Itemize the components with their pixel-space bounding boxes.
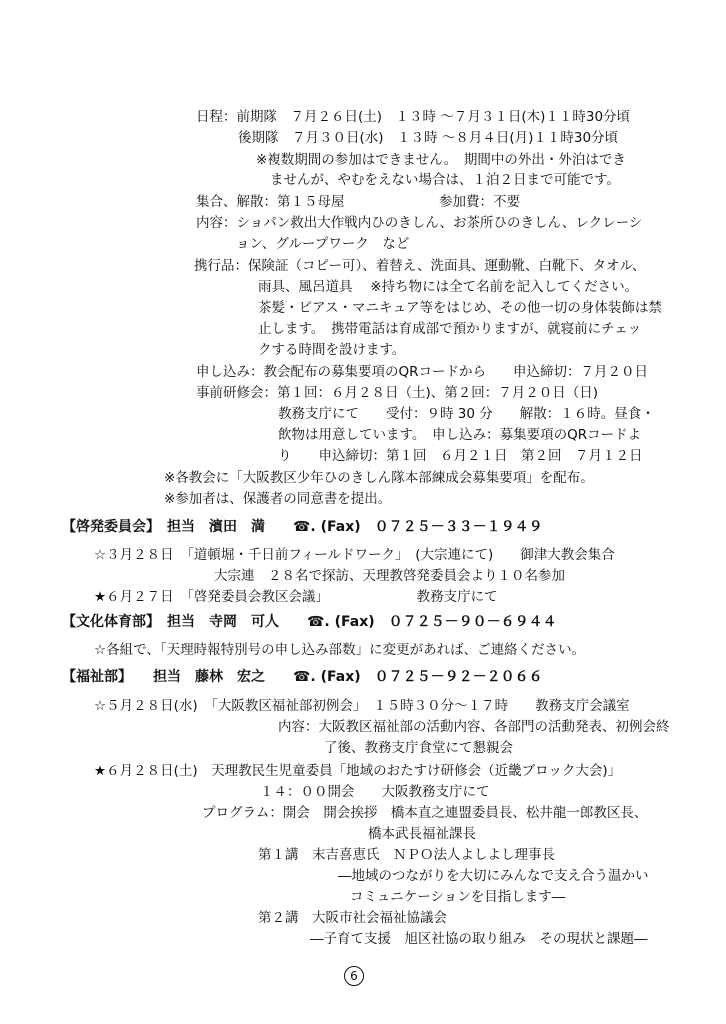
- training-line: 事前研修会：第１回：６月２８日（土)、第２回：７月２０日（日): [196, 385, 599, 401]
- fukushi-item: ★６月２８日(土) 天理教民生児童委員「地域のおたすけ研修会（近畿ブロック大会)」: [94, 763, 622, 779]
- items-line: クする時間を設けます。: [258, 342, 406, 358]
- schedule-note: ※参加者は、保護者の同意書を提出。: [164, 491, 392, 507]
- fukushi-item: ☆５月２８日(水) 「大阪教区福祉部初例会」 １５時３０分～１７時 教務支庁会議室: [94, 698, 630, 714]
- program-line: プログラム：開会 開会挨拶 橋本直之連盟委員長、松井龍一郎教区長、: [202, 805, 648, 821]
- content-line: 内容：ショパン救出大作戦内ひのきしん、お茶所ひのきしん、レクレーシ: [196, 215, 643, 231]
- schedule-line: 日程：前期隊 ７月２６日(土) １３時 ～７月３１日(木)１１時30分頃: [196, 109, 631, 125]
- section-header-keihatsu: 【啓発委員会】 担当 濱田 満 ☎. (Fax) ０７２５－３３－１９４９: [62, 519, 543, 535]
- fukushi-item: 内容：大阪教区福祉部の活動内容、各部門の活動発表、初例会終: [278, 719, 670, 735]
- items-line: 携行品：保険証（コピー可）、着替え、洗面具、運動靴、白靴下、タオル、: [194, 258, 646, 274]
- schedule-note: ※複数期間の参加はできません。 期間中の外出・外泊はでき: [256, 152, 626, 168]
- bunka-item: ☆各組で、「天理時報特別号の申し込み部数」に変更があれば、ご連絡ください。: [94, 642, 586, 658]
- lecture-line: 第２講 大阪市社会福祉協議会: [258, 910, 447, 926]
- fukushi-item: １４：００開会 大阪教務支庁にて: [260, 784, 490, 800]
- keihatsu-item: ★６月２７日 「啓発委員会教区会議」 教務支庁にて: [94, 589, 498, 605]
- lecture-line: コミュニケーションを目指します―: [350, 889, 566, 905]
- training-line: 教務支庁にて 受付：９時 30 分 解散：１６時。昼食・: [278, 406, 655, 422]
- lecture-line: ―子育て支援 旭区社協の取り組み その現状と課題―: [310, 931, 648, 947]
- program-line: 橋本武長福祉課長: [368, 826, 476, 842]
- schedule-note: ※各教会に「大阪教区少年ひのきしん隊本部練成会募集要項」を配布。: [164, 470, 594, 486]
- content-line: ョン、グループワーク など: [236, 236, 410, 252]
- fukushi-item: 了後、教務支庁食堂にて懇親会: [324, 740, 513, 756]
- page-number: 6: [344, 966, 364, 986]
- items-line: 止します。 携帯電話は育成部で預かりますが、就寝前にチェッ: [258, 321, 642, 337]
- lecture-line: ―地域のつながりを大切にみんなで支え合う温かい: [338, 868, 649, 884]
- schedule-line: 後期隊 ７月３０日(水) １３時 ～８月４日(月)１１時30分頃: [238, 130, 619, 146]
- apply-line: 申し込み：教会配布の募集要項のQRコードから 申込締切：７月２０日: [196, 364, 649, 380]
- section-header-bunka: 【文化体育部】 担当 寺岡 可人 ☎. (Fax) ０７２５－９０－６９４４: [62, 614, 557, 630]
- schedule-note: ませんが、やむをえない場合は、１泊２日まで可能です。: [270, 172, 620, 188]
- keihatsu-item: ☆３月２８日 「道頓堀・千日前フィールドワーク」 (大宗連にて) 御津大教会集合: [94, 547, 615, 563]
- lecture-line: 第１講 末吉喜恵氏 ＮＰＯ法人よしよし理事長: [258, 847, 555, 863]
- training-line: 飲物は用意しています。 申し込み：募集要項のQRコードよ: [278, 427, 642, 443]
- training-line: り 申込締切：第１回 ６月２１日 第２回 ７月１２日: [278, 448, 643, 464]
- section-header-fukushi: 【福祉部】 担当 藤林 宏之 ☎. (Fax) ０７２５－９２－２０６６: [62, 669, 543, 685]
- keihatsu-item: 大宗連 ２８名で探訪、天理教啓発委員会より１０名参加: [214, 568, 565, 584]
- items-line: 茶髪・ピアス・マニキュア等をはじめ、その他一切の身体装飾は禁: [258, 300, 662, 316]
- gathering-line: 集合、解散：第１５母屋 参加費：不要: [196, 194, 520, 210]
- items-line: 雨具、風呂道具 ※持ち物には全て名前を記入してください。: [258, 279, 639, 295]
